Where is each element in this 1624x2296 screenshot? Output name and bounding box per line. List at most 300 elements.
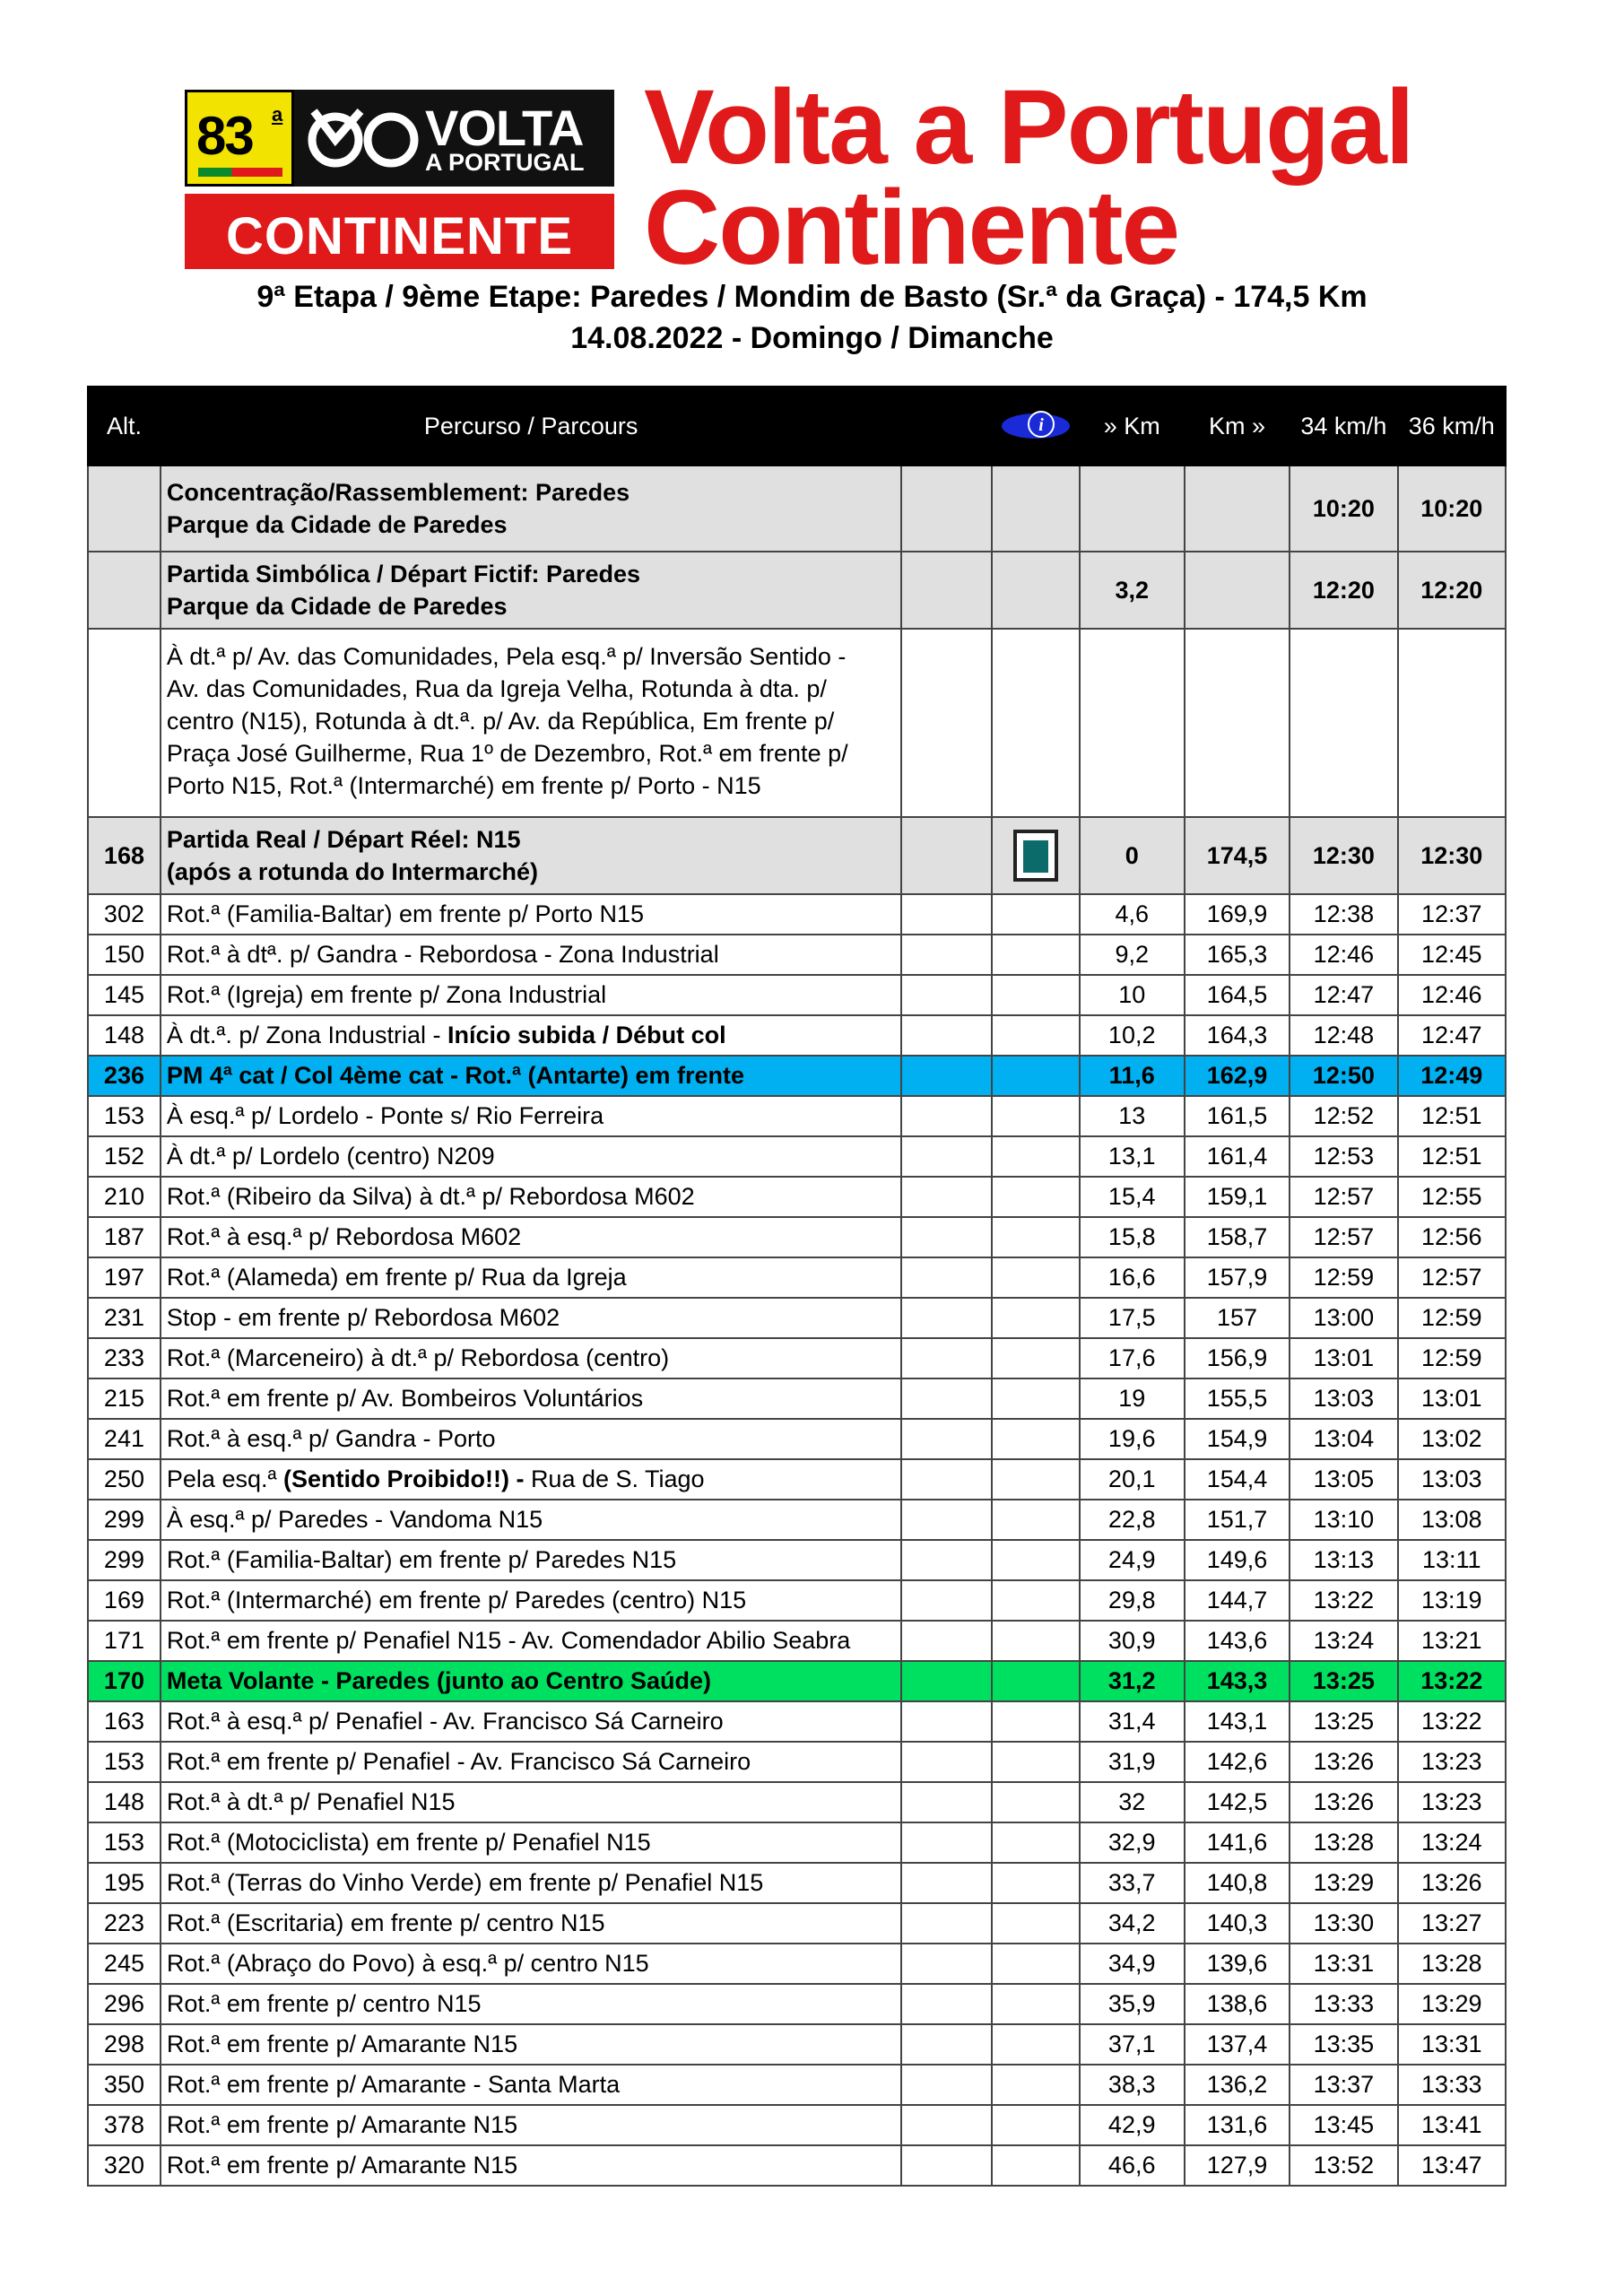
km-done: 0 bbox=[1080, 817, 1185, 894]
time-34: 13:26 bbox=[1290, 1782, 1397, 1822]
empty-cell bbox=[901, 1661, 992, 1701]
empty-cell bbox=[901, 1782, 992, 1822]
route-cell: À dt.ª p/ Lordelo (centro) N209 bbox=[161, 1136, 901, 1177]
route-cell: Rot.ª à dt.ª p/ Penafiel N15 bbox=[161, 1782, 901, 1822]
empty-cell bbox=[992, 2145, 1079, 2186]
km-left: 140,3 bbox=[1185, 1903, 1290, 1944]
empty-cell bbox=[901, 1338, 992, 1378]
km-done: 19 bbox=[1080, 1378, 1185, 1419]
altitude: 187 bbox=[88, 1217, 161, 1257]
time-36: 13:02 bbox=[1398, 1419, 1506, 1459]
route-cell: Concentração/Rassemblement: Paredes Parque da Cidade de Paredes bbox=[161, 465, 901, 552]
empty-cell bbox=[901, 1056, 992, 1096]
volta-brand-block bbox=[294, 90, 614, 187]
km-done: 46,6 bbox=[1080, 2145, 1185, 2186]
km-left: 131,6 bbox=[1185, 2105, 1290, 2145]
altitude: 169 bbox=[88, 1580, 161, 1621]
km-done: 29,8 bbox=[1080, 1580, 1185, 1621]
time-36: 12:56 bbox=[1398, 1217, 1506, 1257]
time-34: 13:37 bbox=[1290, 2065, 1397, 2105]
brand-word: VOLTA bbox=[425, 100, 584, 156]
route-cell: Rot.ª (Abraço do Povo) à esq.ª p/ centro N15 bbox=[161, 1944, 901, 1984]
empty-cell bbox=[992, 2024, 1079, 2065]
time-34: 12:48 bbox=[1290, 1015, 1397, 1056]
km-done: 31,2 bbox=[1080, 1661, 1185, 1701]
empty-cell bbox=[992, 1459, 1079, 1500]
empty-cell bbox=[992, 2065, 1079, 2105]
time-36: 13:19 bbox=[1398, 1580, 1506, 1621]
altitude: 233 bbox=[88, 1338, 161, 1378]
altitude: 298 bbox=[88, 2024, 161, 2065]
empty-cell bbox=[901, 1217, 992, 1257]
route-cell: Rot.ª em frente p/ Amarante N15 bbox=[161, 2024, 901, 2065]
empty-cell bbox=[901, 1580, 992, 1621]
altitude: 150 bbox=[88, 935, 161, 975]
route-rows bbox=[88, 894, 1506, 2186]
empty-cell bbox=[992, 1136, 1079, 1177]
time-34: 13:05 bbox=[1290, 1459, 1397, 1500]
km-done: 4,6 bbox=[1080, 894, 1185, 935]
table-row bbox=[88, 1863, 1506, 1903]
route-cell: À dt.ª. p/ Zona Industrial - Início subida / Début col bbox=[161, 1015, 901, 1056]
route-cell: Rot.ª à esq.ª p/ Gandra - Porto bbox=[161, 1419, 901, 1459]
empty-cell bbox=[992, 1500, 1079, 1540]
table-row bbox=[88, 1782, 1506, 1822]
km-left: 162,9 bbox=[1185, 1056, 1290, 1096]
time-34: 13:01 bbox=[1290, 1338, 1397, 1378]
neutral-route-text: À dt.ª p/ Av. das Comunidades, Pela esq.ª p/ Inversão Sentido - Av. das Comunidades, Rua da Igreja Velha, Rotunda à dta. p/ centro (N15), Rotunda à dt.ª. p/ Av. da República, Em frente p/ Praça José Guilherme, Rua 1º de Dezembro, Rot.ª em frente p/ Porto N15, Rot.ª (Intermarché) em frente p/ Porto - N15 bbox=[161, 629, 901, 817]
time-36: 12:51 bbox=[1398, 1096, 1506, 1136]
time-36: 13:27 bbox=[1398, 1903, 1506, 1944]
time-34: 13:33 bbox=[1290, 1984, 1397, 2024]
altitude: 153 bbox=[88, 1822, 161, 1863]
time-36: 13:11 bbox=[1398, 1540, 1506, 1580]
empty-cell bbox=[992, 1177, 1079, 1217]
km-done: 13 bbox=[1080, 1096, 1185, 1136]
km-left: 141,6 bbox=[1185, 1822, 1290, 1863]
empty-cell bbox=[901, 935, 992, 975]
table-row bbox=[88, 1338, 1506, 1378]
altitude: 320 bbox=[88, 2145, 161, 2186]
empty-cell bbox=[992, 1822, 1079, 1863]
km-left: 156,9 bbox=[1185, 1338, 1290, 1378]
header-route: Percurso / Parcours bbox=[161, 387, 901, 465]
km-left: 127,9 bbox=[1185, 2145, 1290, 2186]
km-done: 34,9 bbox=[1080, 1944, 1185, 1984]
km-left: 161,4 bbox=[1185, 1136, 1290, 1177]
table-row bbox=[88, 2105, 1506, 2145]
empty-cell bbox=[901, 975, 992, 1015]
time-36: 13:41 bbox=[1398, 2105, 1506, 2145]
time-34: 12:20 bbox=[1290, 552, 1397, 629]
empty-cell bbox=[992, 1217, 1079, 1257]
km-done: 11,6 bbox=[1080, 1056, 1185, 1096]
table-row bbox=[88, 935, 1506, 975]
km-done: 31,9 bbox=[1080, 1742, 1185, 1782]
km-done: 42,9 bbox=[1080, 2105, 1185, 2145]
time-34: 13:25 bbox=[1290, 1701, 1397, 1742]
event-title-line2: Continente bbox=[644, 169, 1179, 287]
km-left: 158,7 bbox=[1185, 1217, 1290, 1257]
time-36: 13:33 bbox=[1398, 2065, 1506, 2105]
start-flag-icon bbox=[1013, 830, 1058, 882]
empty-cell bbox=[992, 1621, 1079, 1661]
altitude: 245 bbox=[88, 1944, 161, 1984]
route-cell: Rot.ª em frente p/ Amarante N15 bbox=[161, 2145, 901, 2186]
km-left: 142,5 bbox=[1185, 1782, 1290, 1822]
km-left: 169,9 bbox=[1185, 894, 1290, 935]
time-36: 13:22 bbox=[1398, 1661, 1506, 1701]
sponsor-name: CONTINENTE bbox=[226, 207, 573, 265]
km-left: 142,6 bbox=[1185, 1742, 1290, 1782]
altitude: 215 bbox=[88, 1378, 161, 1419]
table-row-sprint bbox=[88, 1661, 1506, 1701]
altitude: 299 bbox=[88, 1500, 161, 1540]
km-done: 3,2 bbox=[1080, 552, 1185, 629]
table-row bbox=[88, 1217, 1506, 1257]
time-34: 13:10 bbox=[1290, 1500, 1397, 1540]
time-34: 12:57 bbox=[1290, 1177, 1397, 1217]
table-row bbox=[88, 1378, 1506, 1419]
empty-cell bbox=[901, 1822, 992, 1863]
route-cell: PM 4ª cat / Col 4ème cat - Rot.ª (Antarte) em frente bbox=[161, 1056, 901, 1096]
empty-cell bbox=[992, 935, 1079, 975]
table-header-row bbox=[88, 387, 1506, 465]
km-left: 139,6 bbox=[1185, 1944, 1290, 1984]
empty-cell bbox=[901, 1701, 992, 1742]
empty-cell bbox=[992, 1419, 1079, 1459]
km-done: 19,6 bbox=[1080, 1419, 1185, 1459]
km-done: 10,2 bbox=[1080, 1015, 1185, 1056]
km-left: 149,6 bbox=[1185, 1540, 1290, 1580]
altitude: 302 bbox=[88, 894, 161, 935]
table-row-start bbox=[88, 817, 1506, 894]
table-row bbox=[88, 1822, 1506, 1863]
time-36: 13:22 bbox=[1398, 1701, 1506, 1742]
route-cell: Rot.ª (Motociclista) em frente p/ Penafiel N15 bbox=[161, 1822, 901, 1863]
km-done: 34,2 bbox=[1080, 1903, 1185, 1944]
route-cell: Rot.ª em frente p/ Amarante N15 bbox=[161, 2105, 901, 2145]
km-done: 16,6 bbox=[1080, 1257, 1185, 1298]
km-left: 143,6 bbox=[1185, 1621, 1290, 1661]
table-row bbox=[88, 2145, 1506, 2186]
route-cell: Rot.ª (Igreja) em frente p/ Zona Industrial bbox=[161, 975, 901, 1015]
km-done: 22,8 bbox=[1080, 1500, 1185, 1540]
time-34: 13:24 bbox=[1290, 1621, 1397, 1661]
route-cell: Rot.ª à esq.ª p/ Penafiel - Av. Francisco Sá Carneiro bbox=[161, 1701, 901, 1742]
empty-cell bbox=[901, 894, 992, 935]
altitude: 145 bbox=[88, 975, 161, 1015]
time-34: 13:00 bbox=[1290, 1298, 1397, 1338]
time-36: 12:47 bbox=[1398, 1015, 1506, 1056]
route-cell: Pela esq.ª (Sentido Proibido!!) - Rua de S. Tiago bbox=[161, 1459, 901, 1500]
km-left: 165,3 bbox=[1185, 935, 1290, 975]
empty-cell bbox=[901, 1540, 992, 1580]
empty-cell bbox=[992, 1096, 1079, 1136]
portugal-flag-stripe bbox=[198, 168, 282, 177]
route-cell: Rot.ª (Familia-Baltar) em frente p/ Paredes N15 bbox=[161, 1540, 901, 1580]
km-done: 33,7 bbox=[1080, 1863, 1185, 1903]
table-row bbox=[88, 2024, 1506, 2065]
time-34: 13:26 bbox=[1290, 1742, 1397, 1782]
empty-cell bbox=[992, 1298, 1079, 1338]
km-left: 157 bbox=[1185, 1298, 1290, 1338]
empty-cell bbox=[901, 1015, 992, 1056]
empty-cell bbox=[992, 1661, 1079, 1701]
time-36: 12:37 bbox=[1398, 894, 1506, 935]
time-36: 12:57 bbox=[1398, 1257, 1506, 1298]
altitude: 168 bbox=[88, 817, 161, 894]
altitude: 153 bbox=[88, 1096, 161, 1136]
empty-cell bbox=[992, 1540, 1079, 1580]
time-36: 13:47 bbox=[1398, 2145, 1506, 2186]
table-row bbox=[88, 1580, 1506, 1621]
km-left: 174,5 bbox=[1185, 817, 1290, 894]
empty-cell bbox=[992, 1015, 1079, 1056]
altitude: 153 bbox=[88, 1742, 161, 1782]
km-done: 10 bbox=[1080, 975, 1185, 1015]
km-done: 35,9 bbox=[1080, 1984, 1185, 2024]
altitude: 148 bbox=[88, 1782, 161, 1822]
time-36: 12:20 bbox=[1398, 552, 1506, 629]
time-36: 13:31 bbox=[1398, 2024, 1506, 2065]
table-row bbox=[88, 1257, 1506, 1298]
route-cell: À esq.ª p/ Paredes - Vandoma N15 bbox=[161, 1500, 901, 1540]
table-row bbox=[88, 1742, 1506, 1782]
table-row bbox=[88, 2065, 1506, 2105]
km-left: 143,3 bbox=[1185, 1661, 1290, 1701]
time-36: 13:26 bbox=[1398, 1863, 1506, 1903]
time-34: 12:52 bbox=[1290, 1096, 1397, 1136]
altitude: 163 bbox=[88, 1701, 161, 1742]
km-done: 24,9 bbox=[1080, 1540, 1185, 1580]
route-cell: Rot.ª em frente p/ Penafiel - Av. Francisco Sá Carneiro bbox=[161, 1742, 901, 1782]
km-done: 17,6 bbox=[1080, 1338, 1185, 1378]
table-row bbox=[88, 894, 1506, 935]
info-icon bbox=[1000, 406, 1072, 446]
header-km-done: » Km bbox=[1080, 387, 1185, 465]
km-done: 9,2 bbox=[1080, 935, 1185, 975]
time-36: 13:23 bbox=[1398, 1782, 1506, 1822]
route-cell: Meta Volante - Paredes (junto ao Centro Saúde) bbox=[161, 1661, 901, 1701]
altitude: 148 bbox=[88, 1015, 161, 1056]
time-36: 12:55 bbox=[1398, 1177, 1506, 1217]
time-36: 12:59 bbox=[1398, 1338, 1506, 1378]
edition-suffix: a bbox=[272, 103, 283, 126]
time-34: 12:47 bbox=[1290, 975, 1397, 1015]
svg-text:i: i bbox=[1038, 415, 1044, 435]
header-alt: Alt. bbox=[88, 387, 161, 465]
empty-cell bbox=[901, 2145, 992, 2186]
km-left: 138,6 bbox=[1185, 1984, 1290, 2024]
route-cell: À esq.ª p/ Lordelo - Ponte s/ Rio Ferreira bbox=[161, 1096, 901, 1136]
time-36: 13:23 bbox=[1398, 1742, 1506, 1782]
km-left: 140,8 bbox=[1185, 1863, 1290, 1903]
table-row-neutral-zone bbox=[88, 629, 1506, 817]
empty-cell bbox=[901, 1500, 992, 1540]
table-row bbox=[88, 1136, 1506, 1177]
route-cell: Rot.ª (Intermarché) em frente p/ Paredes (centro) N15 bbox=[161, 1580, 901, 1621]
time-36: 13:03 bbox=[1398, 1459, 1506, 1500]
altitude: 241 bbox=[88, 1419, 161, 1459]
time-36: 10:20 bbox=[1398, 465, 1506, 552]
empty-cell bbox=[901, 1257, 992, 1298]
edition-number: 83 bbox=[196, 106, 253, 166]
altitude: 152 bbox=[88, 1136, 161, 1177]
time-34: 13:03 bbox=[1290, 1378, 1397, 1419]
header-time-34: 34 km/h bbox=[1290, 387, 1397, 465]
time-34: 10:20 bbox=[1290, 465, 1397, 552]
time-34: 13:22 bbox=[1290, 1580, 1397, 1621]
table-row bbox=[88, 552, 1506, 629]
table-row bbox=[88, 1459, 1506, 1500]
empty-cell bbox=[992, 1863, 1079, 1903]
km-left: 154,4 bbox=[1185, 1459, 1290, 1500]
empty-cell bbox=[992, 2105, 1079, 2145]
time-34: 13:31 bbox=[1290, 1944, 1397, 1984]
header-km-left: Km » bbox=[1185, 387, 1290, 465]
edition-badge bbox=[185, 90, 294, 187]
table-row bbox=[88, 1540, 1506, 1580]
cyclist-wheels-icon bbox=[305, 104, 421, 172]
empty-cell bbox=[992, 1257, 1079, 1298]
empty-cell bbox=[901, 1742, 992, 1782]
volta-logo bbox=[185, 90, 614, 269]
route-cell: Rot.ª (Alameda) em frente p/ Rua da Igreja bbox=[161, 1257, 901, 1298]
time-34: 12:50 bbox=[1290, 1056, 1397, 1096]
time-36: 12:51 bbox=[1398, 1136, 1506, 1177]
km-left: 144,7 bbox=[1185, 1580, 1290, 1621]
time-34: 13:45 bbox=[1290, 2105, 1397, 2145]
time-36: 13:08 bbox=[1398, 1500, 1506, 1540]
time-34: 12:53 bbox=[1290, 1136, 1397, 1177]
time-34: 13:52 bbox=[1290, 2145, 1397, 2186]
stage-date: 14.08.2022 - Domingo / Dimanche bbox=[570, 321, 1054, 355]
table-row bbox=[88, 465, 1506, 552]
table-row bbox=[88, 1944, 1506, 1984]
time-36: 13:21 bbox=[1398, 1621, 1506, 1661]
km-done: 32 bbox=[1080, 1782, 1185, 1822]
altitude: 170 bbox=[88, 1661, 161, 1701]
time-36: 13:28 bbox=[1398, 1944, 1506, 1984]
km-done: 30,9 bbox=[1080, 1621, 1185, 1661]
altitude: 296 bbox=[88, 1984, 161, 2024]
empty-cell bbox=[901, 1419, 992, 1459]
table-row bbox=[88, 1298, 1506, 1338]
time-34: 12:38 bbox=[1290, 894, 1397, 935]
time-34: 12:30 bbox=[1290, 817, 1397, 894]
table-row-climb bbox=[88, 1056, 1506, 1096]
route-cell: Rot.ª (Ribeiro da Silva) à dt.ª p/ Rebordosa M602 bbox=[161, 1177, 901, 1217]
empty-cell bbox=[901, 2065, 992, 2105]
route-cell: Rot.ª (Marceneiro) à dt.ª p/ Rebordosa (centro) bbox=[161, 1338, 901, 1378]
table-row bbox=[88, 1903, 1506, 1944]
km-done: 32,9 bbox=[1080, 1822, 1185, 1863]
altitude: 250 bbox=[88, 1459, 161, 1500]
km-left: 164,3 bbox=[1185, 1015, 1290, 1056]
table-row bbox=[88, 1621, 1506, 1661]
km-done: 15,4 bbox=[1080, 1177, 1185, 1217]
empty-cell bbox=[901, 1298, 992, 1338]
empty-cell bbox=[992, 1056, 1079, 1096]
route-cell: Rot.ª à dtª. p/ Gandra - Rebordosa - Zona Industrial bbox=[161, 935, 901, 975]
time-34: 13:04 bbox=[1290, 1419, 1397, 1459]
time-36: 12:59 bbox=[1398, 1298, 1506, 1338]
table-row bbox=[88, 1500, 1506, 1540]
empty-cell bbox=[901, 1136, 992, 1177]
km-left: 164,5 bbox=[1185, 975, 1290, 1015]
time-34: 13:13 bbox=[1290, 1540, 1397, 1580]
km-left: 143,1 bbox=[1185, 1701, 1290, 1742]
time-36: 13:01 bbox=[1398, 1378, 1506, 1419]
altitude: 236 bbox=[88, 1056, 161, 1096]
route-cell: Partida Simbólica / Départ Fictif: Paredes Parque da Cidade de Paredes bbox=[161, 552, 901, 629]
event-title bbox=[644, 68, 1413, 287]
empty-cell bbox=[901, 1944, 992, 1984]
altitude: 299 bbox=[88, 1540, 161, 1580]
empty-cell bbox=[901, 1459, 992, 1500]
table-row bbox=[88, 1015, 1506, 1056]
empty-cell bbox=[901, 1621, 992, 1661]
time-36: 13:29 bbox=[1398, 1984, 1506, 2024]
km-done: 31,4 bbox=[1080, 1701, 1185, 1742]
empty-cell bbox=[992, 1378, 1079, 1419]
km-done: 13,1 bbox=[1080, 1136, 1185, 1177]
km-left: 161,5 bbox=[1185, 1096, 1290, 1136]
time-36: 13:24 bbox=[1398, 1822, 1506, 1863]
empty-cell bbox=[992, 1701, 1079, 1742]
altitude: 210 bbox=[88, 1177, 161, 1217]
table-row bbox=[88, 1177, 1506, 1217]
table-row bbox=[88, 975, 1506, 1015]
time-34: 13:25 bbox=[1290, 1661, 1397, 1701]
empty-cell bbox=[992, 1984, 1079, 2024]
altitude: 350 bbox=[88, 2065, 161, 2105]
route-cell: Rot.ª (Terras do Vinho Verde) em frente p/ Penafiel N15 bbox=[161, 1863, 901, 1903]
altitude: 378 bbox=[88, 2105, 161, 2145]
empty-cell bbox=[992, 975, 1079, 1015]
table-row bbox=[88, 1419, 1506, 1459]
empty-cell bbox=[992, 1944, 1079, 1984]
empty-cell bbox=[992, 1782, 1079, 1822]
km-done: 37,1 bbox=[1080, 2024, 1185, 2065]
route-cell: Partida Real / Départ Réel: N15 (após a rotunda do Intermarché) bbox=[161, 817, 901, 894]
km-left: 157,9 bbox=[1185, 1257, 1290, 1298]
time-36: 12:46 bbox=[1398, 975, 1506, 1015]
route-cell: Rot.ª (Escritaria) em frente p/ centro N15 bbox=[161, 1903, 901, 1944]
empty-cell bbox=[992, 1338, 1079, 1378]
empty-cell bbox=[992, 894, 1079, 935]
time-34: 12:57 bbox=[1290, 1217, 1397, 1257]
route-cell: Rot.ª em frente p/ centro N15 bbox=[161, 1984, 901, 2024]
route-cell: Rot.ª em frente p/ Penafiel N15 - Av. Comendador Abilio Seabra bbox=[161, 1621, 901, 1661]
route-table bbox=[87, 386, 1507, 2187]
km-left: 155,5 bbox=[1185, 1378, 1290, 1419]
km-left: 159,1 bbox=[1185, 1177, 1290, 1217]
empty-cell bbox=[901, 1096, 992, 1136]
empty-cell bbox=[992, 1580, 1079, 1621]
time-34: 12:59 bbox=[1290, 1257, 1397, 1298]
route-cell: Rot.ª à esq.ª p/ Rebordosa M602 bbox=[161, 1217, 901, 1257]
brand-sub: A PORTUGAL bbox=[425, 149, 585, 176]
route-cell: Rot.ª em frente p/ Av. Bombeiros Voluntários bbox=[161, 1378, 901, 1419]
route-cell: Rot.ª (Familia-Baltar) em frente p/ Porto N15 bbox=[161, 894, 901, 935]
time-34: 13:30 bbox=[1290, 1903, 1397, 1944]
time-36: 12:30 bbox=[1398, 817, 1506, 894]
table-row bbox=[88, 1096, 1506, 1136]
header-info bbox=[992, 387, 1079, 465]
altitude: 223 bbox=[88, 1903, 161, 1944]
